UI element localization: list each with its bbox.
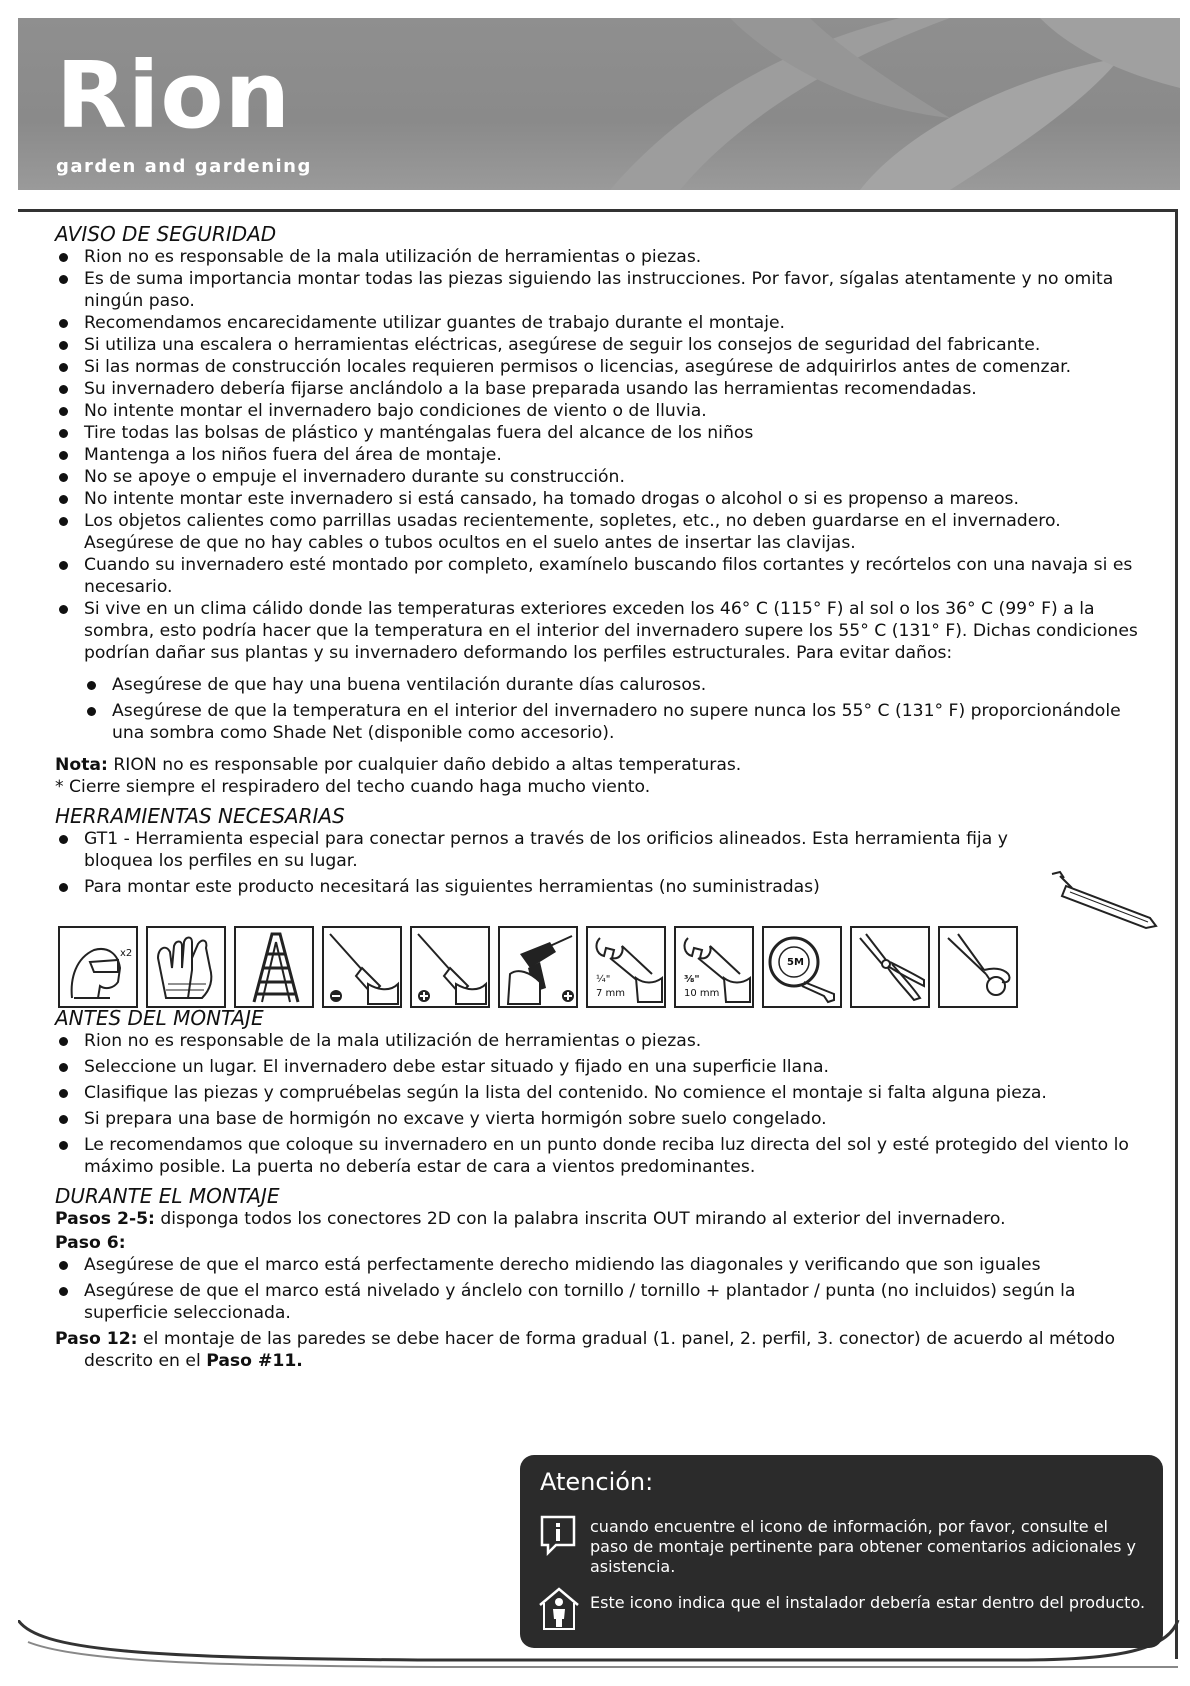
wrench-2-size: ⅜" <box>684 974 700 985</box>
list-item: No intente montar el invernadero bajo condiciones de viento o de lluvia. <box>55 400 1155 422</box>
list-item: Asegúrese de que hay una buena ventilación durante días calurosos. <box>83 674 1155 696</box>
tools-title: HERRAMIENTAS NECESARIAS <box>55 804 345 828</box>
step-12-text: el montaje de las paredes se debe hacer de forma gradual (1. panel, 2. perfil, 3. conector) de acuerdo al método descrito en el <box>84 1329 1116 1371</box>
safety-goggles-icon <box>58 926 138 1008</box>
steps-2-5-label: Pasos 2-5: <box>55 1209 155 1229</box>
wrench-7mm-icon <box>586 926 666 1008</box>
list-item: Asegúrese de que el marco está nivelado y ánclelo con tornillo / tornillo + plantador / punta (no incluidos) según la superficie seleccionada. <box>55 1280 1155 1324</box>
note <box>55 754 1155 776</box>
gt1-tool-icon <box>1050 870 1160 930</box>
list-item: Tire todas las bolsas de plástico y manténgalas fuera del alcance de los niños <box>55 422 1155 444</box>
list-item: Si prepara una base de hormigón no excave y vierta hormigón sobre suelo congelado. <box>55 1108 1155 1130</box>
before-title: ANTES DEL MONTAJE <box>55 1006 264 1030</box>
list-item: Clasifique las piezas y compruébelas según la lista del contenido. No comience el montaje si falta alguna pieza. <box>55 1082 1155 1104</box>
list-item: No se apoye o empuje el invernadero durante su construcción. <box>55 466 1155 488</box>
ladder-icon <box>234 926 314 1008</box>
list-item: Recomendamos encarecidamente utilizar guantes de trabajo durante el montaje. <box>55 312 1155 334</box>
installer-inside-icon <box>538 1585 580 1631</box>
attention-title: Atención: <box>540 1468 654 1496</box>
list-item: Si utiliza una escalera o herramientas eléctricas, asegúrese de seguir los consejos de seguridad del fabricante. <box>55 334 1155 356</box>
step-12-label: Paso 12: <box>55 1329 138 1349</box>
list-item: GT1 - Herramienta especial para conectar pernos a través de los orificios alineados. Esta herramienta fija y bloquea los perfiles en su lugar. <box>55 828 1065 872</box>
wrench-10mm-icon <box>674 926 754 1008</box>
list-item: Seleccione un lugar. El invernadero debe estar situado y fijado en una superficie llana. <box>55 1056 1155 1078</box>
list-item: Su invernadero debería fijarse anclándolo a la base preparada usando las herramientas recomendadas. <box>55 378 1155 400</box>
installer-icon-description: Este icono indica que el instalador debería estar dentro del producto. <box>590 1593 1146 1612</box>
during-title: DURANTE EL MONTAJE <box>55 1184 280 1208</box>
step-12-ref: Paso #11. <box>206 1351 303 1371</box>
list-item: Cuando su invernadero esté montado por completo, examínelo buscando filos cortantes y recórtelos con una navaja si es necesario. <box>55 554 1155 598</box>
safety-title: AVISO DE SEGURIDAD <box>55 222 277 246</box>
step-6-label-text: Paso 6: <box>55 1233 126 1253</box>
heat-sublist <box>55 674 1155 744</box>
tape-measure-icon <box>762 926 842 1008</box>
wrench-2-mm: 10 mm <box>684 988 720 999</box>
list-item: Los objetos calientes como parrillas usadas recientemente, sopletes, etc., no deben guardarse en el invernadero. Asegúrese de que no hay cables o tubos ocultos en el suelo antes de insertar las clavijas. <box>55 510 1155 554</box>
wrench-1-size: ¼" <box>596 974 611 985</box>
note-wind: * Cierre siempre el respiradero del techo cuando haga mucho viento. <box>55 777 651 797</box>
goggles-count: x2 <box>120 948 133 959</box>
brand-logo <box>56 42 312 177</box>
list-item: Asegúrese de que la temperatura en el interior del invernadero no supere nunca los 55° C (131° F) proporcionándole una sombra como Shade Net (disponible como accesorio). <box>83 700 1155 744</box>
safety-list <box>55 246 1155 664</box>
list-item: Rion no es responsable de la mala utilización de herramientas o piezas. <box>55 1030 1155 1052</box>
step-6-list <box>55 1254 1155 1324</box>
list-item: Le recomendamos que coloque su invernadero en un punto donde reciba luz directa del sol y esté protegido del viento lo máximo posible. La puerta no debería estar de cara a vientos predominantes. <box>55 1134 1155 1178</box>
note-text: RION no es responsable por cualquier daño debido a altas temperaturas. <box>107 755 742 775</box>
list-item: Para montar este producto necesitará las siguientes herramientas (no suministradas) <box>55 876 1065 898</box>
flat-screwdriver-icon <box>322 926 402 1008</box>
before-list <box>55 1030 1155 1178</box>
steps-2-5-text: disponga todos los conectores 2D con la palabra inscrita OUT mirando al exterior del invernadero. <box>154 1209 1006 1229</box>
list-item: Si vive en un clima cálido donde las temperaturas exteriores exceden los 46° C (115° F) al sol o los 36° C (99° F) a la sombra, esto podría hacer que la temperatura en el interior del invernadero supere los 55° C (131° F). Dichas condiciones podrían dañar sus plantas y su invernadero deformando los perfiles estructurales. Para evitar daños: <box>55 598 1155 664</box>
work-gloves-icon <box>146 926 226 1008</box>
attention-box <box>520 1455 1163 1648</box>
brand-name: Rion <box>56 42 292 149</box>
brand-tagline: garden and gardening <box>56 156 312 177</box>
phillips-screwdriver-icon <box>410 926 490 1008</box>
note-label: Nota: <box>55 755 108 775</box>
info-icon-description: cuando encuentre el icono de información, por favor, consulte el paso de montaje pertinente para obtener comentarios adicionales y asistencia. <box>590 1517 1137 1576</box>
list-item: Asegúrese de que el marco está perfectamente derecho midiendo las diagonales y verificando que son iguales <box>55 1254 1155 1276</box>
wrench-1-mm: 7 mm <box>596 988 626 999</box>
scissors-icon <box>938 926 1018 1008</box>
pliers-icon <box>850 926 930 1008</box>
step-12 <box>55 1328 1155 1372</box>
list-item: No intente montar este invernadero si está cansado, ha tomado drogas o alcohol o si es propenso a mareos. <box>55 488 1155 510</box>
leaf-decoration-icon <box>480 18 1180 190</box>
step-6-label <box>55 1232 1155 1254</box>
info-icon <box>538 1513 578 1557</box>
power-drill-icon <box>498 926 578 1008</box>
instructions-content <box>55 222 1155 1372</box>
list-item: Es de suma importancia montar todas las piezas siguiendo las instrucciones. Por favor, sígalas atentamente y no omita ningún paso. <box>55 268 1155 312</box>
tools-list <box>55 828 1065 898</box>
list-item: Rion no es responsable de la mala utilización de herramientas o piezas. <box>55 246 1155 268</box>
tape-label: 5M <box>787 957 804 968</box>
header-banner <box>18 18 1180 190</box>
list-item: Mantenga a los niños fuera del área de montaje. <box>55 444 1155 466</box>
steps-2-5 <box>55 1208 1155 1230</box>
list-item: Si las normas de construcción locales requieren permisos o licencias, asegúrese de adquirirlos antes de comenzar. <box>55 356 1155 378</box>
